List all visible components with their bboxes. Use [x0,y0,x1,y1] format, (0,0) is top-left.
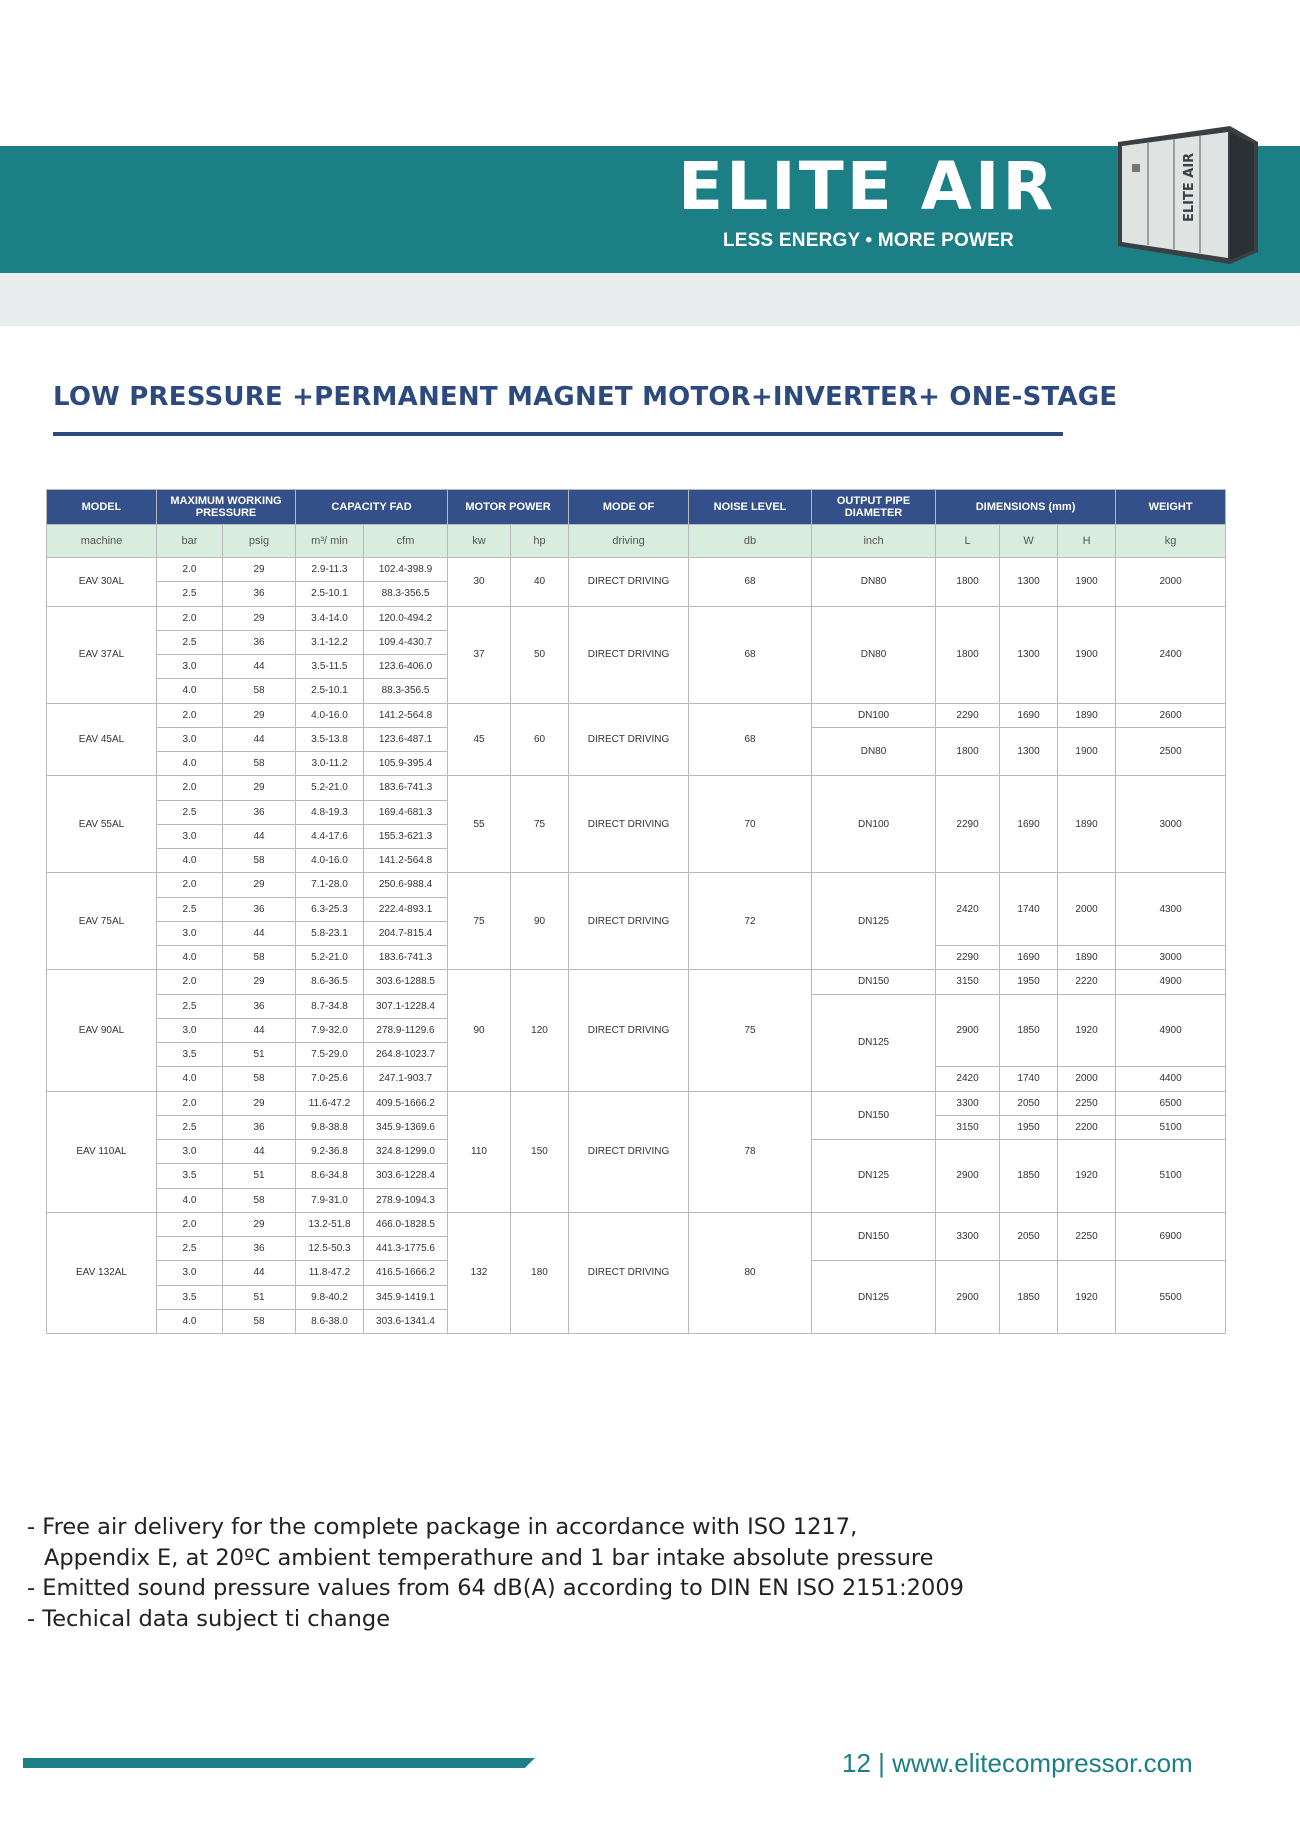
width-cell: 2050 [1000,1212,1058,1261]
bar-cell: 2.5 [157,897,223,921]
footnote-line: - Techical data subject ti change [27,1605,391,1632]
psig-cell: 44 [223,1140,296,1164]
weight-cell: 5100 [1116,1115,1226,1139]
cfm-cell: 441.3-1775.6 [364,1237,448,1261]
width-cell: 1690 [1000,776,1058,873]
bar-cell: 3.0 [157,655,223,679]
psig-cell: 36 [223,1237,296,1261]
psig-cell: 36 [223,582,296,606]
psig-cell: 36 [223,800,296,824]
header-dimensions: DIMENSIONS (mm) [936,490,1116,525]
pipe-cell: DN80 [812,558,936,607]
hp-cell: 120 [511,970,569,1091]
tagline-right: MORE POWER [877,230,1014,251]
tagline-left: LESS ENERGY [723,230,860,251]
m3-cell: 4.4-17.6 [296,824,364,848]
header-banner [0,146,1300,273]
width-cell: 1850 [1000,1140,1058,1213]
psig-cell: 36 [223,994,296,1018]
mode-cell: DIRECT DRIVING [569,1091,689,1212]
noise-cell: 72 [689,873,812,970]
length-cell: 2420 [936,873,1000,946]
cfm-cell: 324.8-1299.0 [364,1140,448,1164]
cfm-cell: 155.3-621.3 [364,824,448,848]
unit-cell: inch [812,525,936,558]
psig-cell: 36 [223,1115,296,1139]
weight-cell: 4900 [1116,994,1226,1067]
weight-cell: 2500 [1116,727,1226,776]
noise-cell: 68 [689,703,812,776]
width-cell: 1300 [1000,727,1058,776]
length-cell: 2290 [936,946,1000,970]
noise-cell: 70 [689,776,812,873]
height-cell: 1920 [1058,994,1116,1067]
length-cell: 1800 [936,727,1000,776]
pipe-cell: DN80 [812,606,936,703]
noise-cell: 80 [689,1212,812,1333]
model-cell: EAV 75AL [47,873,157,970]
footer-accent-bar [23,1758,535,1768]
height-cell: 2000 [1058,873,1116,946]
m3-cell: 5.8-23.1 [296,921,364,945]
psig-cell: 36 [223,630,296,654]
cfm-cell: 303.6-1288.5 [364,970,448,994]
m3-cell: 3.1-12.2 [296,630,364,654]
kw-cell: 45 [448,703,511,776]
m3-cell: 2.5-10.1 [296,679,364,703]
model-cell: EAV 110AL [47,1091,157,1212]
bar-cell: 2.5 [157,800,223,824]
pipe-cell: DN100 [812,703,936,727]
height-cell: 1890 [1058,703,1116,727]
mode-cell: DIRECT DRIVING [569,776,689,873]
page-title: LOW PRESSURE +PERMANENT MAGNET MOTOR+INVERTER+ ONE-STAGE [53,382,1118,412]
cfm-cell: 416.5-1666.2 [364,1261,448,1285]
cfm-cell: 466.0-1828.5 [364,1212,448,1236]
brand-tagline [723,230,1014,252]
height-cell: 2000 [1058,1067,1116,1091]
hp-cell: 50 [511,606,569,703]
bar-cell: 2.0 [157,873,223,897]
unit-cell: m³/ min [296,525,364,558]
unit-cell: cfm [364,525,448,558]
footnote-line: Appendix E, at 20ºC ambient temperathure and 1 bar intake absolute pressure [44,1544,934,1571]
header-mode: MODE OF [569,490,689,525]
spec-table [46,489,1226,1334]
weight-cell: 6500 [1116,1091,1226,1115]
header-row [47,490,1226,525]
cfm-cell: 105.9-395.4 [364,752,448,776]
width-cell: 1850 [1000,994,1058,1067]
height-cell: 1890 [1058,946,1116,970]
footnotes [27,1512,964,1634]
m3-cell: 7.9-31.0 [296,1188,364,1212]
psig-cell: 29 [223,1212,296,1236]
psig-cell: 44 [223,727,296,751]
bullet-icon: • [865,230,873,251]
hp-cell: 180 [511,1212,569,1333]
psig-cell: 58 [223,1188,296,1212]
m3-cell: 7.1-28.0 [296,873,364,897]
hp-cell: 75 [511,776,569,873]
bar-cell: 2.5 [157,1115,223,1139]
hp-cell: 90 [511,873,569,970]
width-cell: 1850 [1000,1261,1058,1334]
m3-cell: 8.6-34.8 [296,1164,364,1188]
mode-cell: DIRECT DRIVING [569,1212,689,1333]
page-number: 12 [842,1748,871,1778]
cfm-cell: 88.3-356.5 [364,582,448,606]
unit-cell: kw [448,525,511,558]
unit-cell: kg [1116,525,1226,558]
psig-cell: 51 [223,1043,296,1067]
height-cell: 1900 [1058,558,1116,607]
psig-cell: 36 [223,897,296,921]
pipe-cell: DN80 [812,727,936,776]
cfm-cell: 183.6-741.3 [364,946,448,970]
psig-cell: 51 [223,1164,296,1188]
width-cell: 1690 [1000,946,1058,970]
length-cell: 3300 [936,1212,1000,1261]
hp-cell: 40 [511,558,569,607]
model-cell: EAV 45AL [47,703,157,776]
kw-cell: 132 [448,1212,511,1333]
psig-cell: 29 [223,776,296,800]
logo-wordmark: ELITE AIR [678,148,1057,225]
mode-cell: DIRECT DRIVING [569,970,689,1091]
m3-cell: 9.8-40.2 [296,1285,364,1309]
table-row [47,606,1226,630]
m3-cell: 2.9-11.3 [296,558,364,582]
bar-cell: 3.5 [157,1164,223,1188]
weight-cell: 3000 [1116,776,1226,873]
cfm-cell: 247.1-903.7 [364,1067,448,1091]
bar-cell: 2.0 [157,1212,223,1236]
bar-cell: 3.0 [157,1261,223,1285]
footer-separator: | [878,1748,885,1778]
cfm-cell: 204.7-815.4 [364,921,448,945]
psig-cell: 58 [223,752,296,776]
cfm-cell: 123.6-406.0 [364,655,448,679]
header-subband [0,273,1300,326]
height-cell: 1900 [1058,727,1116,776]
m3-cell: 7.0-25.6 [296,1067,364,1091]
weight-cell: 2000 [1116,558,1226,607]
m3-cell: 5.2-21.0 [296,946,364,970]
width-cell: 1950 [1000,1115,1058,1139]
bar-cell: 3.5 [157,1285,223,1309]
bar-cell: 4.0 [157,1309,223,1333]
bar-cell: 3.0 [157,1140,223,1164]
unit-cell: driving [569,525,689,558]
psig-cell: 44 [223,824,296,848]
pipe-cell: DN150 [812,970,936,994]
psig-cell: 44 [223,921,296,945]
m3-cell: 3.0-11.2 [296,752,364,776]
compressor-cabinet-image [1112,124,1262,264]
noise-cell: 68 [689,558,812,607]
mode-cell: DIRECT DRIVING [569,558,689,607]
bar-cell: 3.5 [157,1043,223,1067]
website-link[interactable]: www.elitecompressor.com [892,1748,1193,1778]
unit-cell: hp [511,525,569,558]
cfm-cell: 102.4-398.9 [364,558,448,582]
height-cell: 2250 [1058,1212,1116,1261]
psig-cell: 58 [223,1309,296,1333]
cfm-cell: 264.8-1023.7 [364,1043,448,1067]
m3-cell: 9.2-36.8 [296,1140,364,1164]
pipe-cell: DN100 [812,776,936,873]
width-cell: 1300 [1000,606,1058,703]
pipe-cell: DN125 [812,873,936,970]
cfm-cell: 307.1-1228.4 [364,994,448,1018]
length-cell: 3300 [936,1091,1000,1115]
length-cell: 2900 [936,1140,1000,1213]
pipe-cell: DN125 [812,1140,936,1213]
m3-cell: 12.5-50.3 [296,1237,364,1261]
pipe-cell: DN125 [812,1261,936,1334]
weight-cell: 5500 [1116,1261,1226,1334]
page-footer [842,1748,1193,1779]
cabinet-label: ELITE AIR [1182,152,1197,222]
cfm-cell: 109.4-430.7 [364,630,448,654]
length-cell: 3150 [936,1115,1000,1139]
cfm-cell: 88.3-356.5 [364,679,448,703]
unit-cell: db [689,525,812,558]
psig-cell: 29 [223,873,296,897]
table-row [47,970,1226,994]
width-cell: 1300 [1000,558,1058,607]
bar-cell: 2.0 [157,606,223,630]
cfm-cell: 303.6-1341.4 [364,1309,448,1333]
psig-cell: 58 [223,946,296,970]
hp-cell: 60 [511,703,569,776]
kw-cell: 110 [448,1091,511,1212]
weight-cell: 4300 [1116,873,1226,946]
psig-cell: 58 [223,849,296,873]
model-cell: EAV 132AL [47,1212,157,1333]
header-model: MODEL [47,490,157,525]
height-cell: 1900 [1058,606,1116,703]
bar-cell: 2.5 [157,1237,223,1261]
m3-cell: 5.2-21.0 [296,776,364,800]
noise-cell: 75 [689,970,812,1091]
cfm-cell: 250.6-988.4 [364,873,448,897]
bar-cell: 3.0 [157,727,223,751]
cfm-cell: 345.9-1419.1 [364,1285,448,1309]
noise-cell: 78 [689,1091,812,1212]
cfm-cell: 345.9-1369.6 [364,1115,448,1139]
length-cell: 2290 [936,703,1000,727]
weight-cell: 6900 [1116,1212,1226,1261]
weight-cell: 3000 [1116,946,1226,970]
length-cell: 2420 [936,1067,1000,1091]
m3-cell: 7.9-32.0 [296,1018,364,1042]
title-underline [53,432,1063,436]
psig-cell: 51 [223,1285,296,1309]
kw-cell: 75 [448,873,511,970]
length-cell: 2290 [936,776,1000,873]
footnote-line: - Emitted sound pressure values from 64 dB(A) according to DIN EN ISO 2151:2009 [27,1575,964,1601]
brand-logo [678,148,1057,225]
m3-cell: 8.6-36.5 [296,970,364,994]
height-cell: 1920 [1058,1261,1116,1334]
psig-cell: 58 [223,679,296,703]
height-cell: 2200 [1058,1115,1116,1139]
noise-cell: 68 [689,606,812,703]
model-cell: EAV 30AL [47,558,157,607]
bar-cell: 2.0 [157,558,223,582]
bar-cell: 2.5 [157,582,223,606]
weight-cell: 5100 [1116,1140,1226,1213]
pipe-cell: DN150 [812,1091,936,1140]
bar-cell: 4.0 [157,752,223,776]
m3-cell: 8.7-34.8 [296,994,364,1018]
bar-cell: 4.0 [157,679,223,703]
m3-cell: 3.5-13.8 [296,727,364,751]
table-row [47,873,1226,897]
mode-cell: DIRECT DRIVING [569,873,689,970]
width-cell: 1690 [1000,703,1058,727]
bar-cell: 2.0 [157,703,223,727]
cfm-cell: 278.9-1129.6 [364,1018,448,1042]
m3-cell: 4.8-19.3 [296,800,364,824]
table-row [47,558,1226,582]
model-cell: EAV 37AL [47,606,157,703]
table-row [47,1212,1226,1236]
kw-cell: 90 [448,970,511,1091]
kw-cell: 30 [448,558,511,607]
width-cell: 1740 [1000,873,1058,946]
m3-cell: 4.0-16.0 [296,849,364,873]
cfm-cell: 222.4-893.1 [364,897,448,921]
model-cell: EAV 55AL [47,776,157,873]
cfm-cell: 141.2-564.8 [364,849,448,873]
bar-cell: 2.0 [157,776,223,800]
height-cell: 2250 [1058,1091,1116,1115]
table-row [47,776,1226,800]
weight-cell: 2600 [1116,703,1226,727]
mode-cell: DIRECT DRIVING [569,606,689,703]
unit-cell: bar [157,525,223,558]
m3-cell: 11.6-47.2 [296,1091,364,1115]
header-pressure: MAXIMUM WORKING PRESSURE [157,490,296,525]
cfm-cell: 169.4-681.3 [364,800,448,824]
cfm-cell: 409.5-1666.2 [364,1091,448,1115]
length-cell: 3150 [936,970,1000,994]
bar-cell: 4.0 [157,1067,223,1091]
footnote-line: - Free air delivery for the complete package in accordance with ISO 1217, [27,1514,858,1540]
width-cell: 2050 [1000,1091,1058,1115]
pipe-cell: DN125 [812,994,936,1091]
m3-cell: 8.6-38.0 [296,1309,364,1333]
psig-cell: 29 [223,606,296,630]
m3-cell: 9.8-38.8 [296,1115,364,1139]
cfm-cell: 120.0-494.2 [364,606,448,630]
length-cell: 2900 [936,1261,1000,1334]
bar-cell: 2.5 [157,994,223,1018]
bar-cell: 4.0 [157,849,223,873]
table-row [47,703,1226,727]
psig-cell: 29 [223,703,296,727]
psig-cell: 58 [223,1067,296,1091]
length-cell: 1800 [936,558,1000,607]
psig-cell: 29 [223,970,296,994]
cfm-cell: 303.6-1228.4 [364,1164,448,1188]
bar-cell: 4.0 [157,946,223,970]
bar-cell: 2.0 [157,1091,223,1115]
psig-cell: 44 [223,1261,296,1285]
height-cell: 1920 [1058,1140,1116,1213]
m3-cell: 3.4-14.0 [296,606,364,630]
length-cell: 2900 [936,994,1000,1067]
bar-cell: 2.0 [157,970,223,994]
bar-cell: 3.0 [157,824,223,848]
header-capacity: CAPACITY FAD [296,490,448,525]
cfm-cell: 123.6-487.1 [364,727,448,751]
bar-cell: 2.5 [157,630,223,654]
weight-cell: 4900 [1116,970,1226,994]
height-cell: 1890 [1058,776,1116,873]
table-row [47,1091,1226,1115]
weight-cell: 4400 [1116,1067,1226,1091]
m3-cell: 6.3-25.3 [296,897,364,921]
bar-cell: 3.0 [157,1018,223,1042]
psig-cell: 29 [223,558,296,582]
psig-cell: 44 [223,655,296,679]
cfm-cell: 183.6-741.3 [364,776,448,800]
spec-table-body [47,558,1226,1334]
cfm-cell: 278.9-1094.3 [364,1188,448,1212]
unit-cell: machine [47,525,157,558]
bar-cell: 3.0 [157,921,223,945]
width-cell: 1950 [1000,970,1058,994]
model-cell: EAV 90AL [47,970,157,1091]
m3-cell: 4.0-16.0 [296,703,364,727]
hp-cell: 150 [511,1091,569,1212]
pipe-cell: DN150 [812,1212,936,1261]
psig-cell: 44 [223,1018,296,1042]
kw-cell: 55 [448,776,511,873]
cfm-cell: 141.2-564.8 [364,703,448,727]
m3-cell: 2.5-10.1 [296,582,364,606]
header-noise: NOISE LEVEL [689,490,812,525]
unit-cell: psig [223,525,296,558]
unit-row [47,525,1226,558]
unit-cell: L [936,525,1000,558]
psig-cell: 29 [223,1091,296,1115]
length-cell: 1800 [936,606,1000,703]
header-weight: WEIGHT [1116,490,1226,525]
header-pipe: OUTPUT PIPE DIAMETER [812,490,936,525]
header-motor: MOTOR POWER [448,490,569,525]
mode-cell: DIRECT DRIVING [569,703,689,776]
height-cell: 2220 [1058,970,1116,994]
m3-cell: 3.5-11.5 [296,655,364,679]
m3-cell: 11.8-47.2 [296,1261,364,1285]
m3-cell: 13.2-51.8 [296,1212,364,1236]
kw-cell: 37 [448,606,511,703]
bar-cell: 4.0 [157,1188,223,1212]
unit-cell: H [1058,525,1116,558]
m3-cell: 7.5-29.0 [296,1043,364,1067]
unit-cell: W [1000,525,1058,558]
width-cell: 1740 [1000,1067,1058,1091]
weight-cell: 2400 [1116,606,1226,703]
